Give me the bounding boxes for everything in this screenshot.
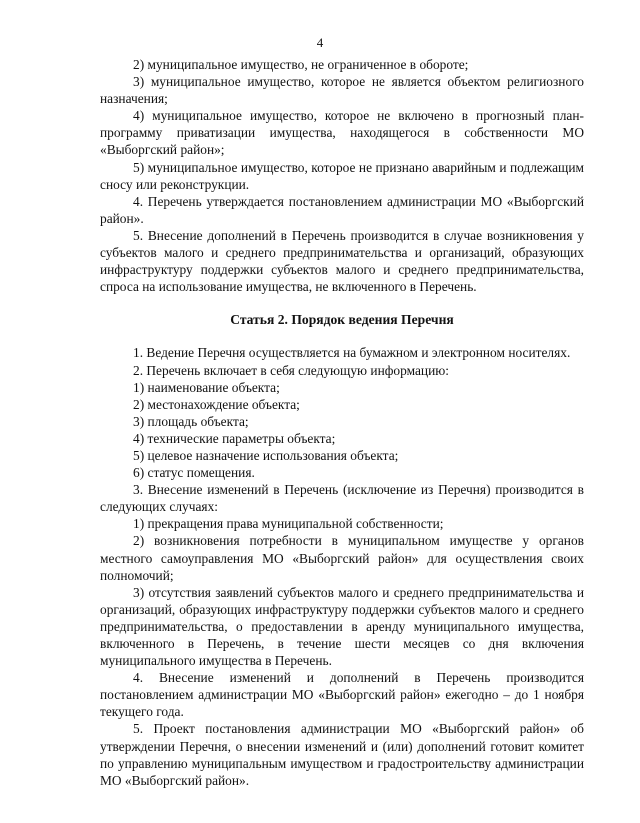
- paragraph: 3. Внесение изменений в Перечень (исключение из Перечня) производится в следующих случаях:: [100, 482, 584, 515]
- paragraph: 5. Внесение дополнений в Перечень производится в случае возникновения у субъектов малого и среднего предпринимательства и организаций, образующих инфраструктуру поддержки субъектов малого и среднего предпринимательства, спроса на использование имущества, не включенного в Перечень.: [100, 227, 584, 295]
- paragraph: 2) муниципальное имущество, не ограниченное в обороте;: [133, 57, 469, 72]
- paragraph: 2) возникновения потребности в муниципальном имуществе у органов местного самоуправления МО «Выборгский район» для осуществления своих полномочий;: [100, 533, 584, 583]
- list-item: 3) площадь объекта;: [133, 413, 249, 429]
- list-item: 5) целевое назначение использования объекта;: [133, 447, 399, 463]
- paragraph: 3) отсутствия заявлений субъектов малого и среднего предпринимательства и организаций, образующих инфраструктуру поддержки субъектов малого и среднего предпринимательства, о предоставлении в аренду муниципального имущества, включенного в Перечень, в течение шести месяцев со дня включения муниципального имущества в Перечень.: [100, 584, 584, 669]
- article-heading: Статья 2. Порядок ведения Перечня: [230, 312, 454, 328]
- list-item: 4) технические параметры объекта;: [133, 430, 336, 446]
- list-item: 1) наименование объекта;: [133, 379, 280, 395]
- paragraph: 5. Проект постановления администрации МО «Выборгский район» об утверждении Перечня, о внесении изменений и (или) дополнений готовит комитет по управлению муниципальным имуществом и градостроительству администрации МО «Выборгский район».: [100, 721, 584, 788]
- list-item: 6) статус помещения.: [133, 465, 255, 481]
- paragraph: 5) муниципальное имущество, которое не признано аварийным и подлежащим сносу или реконструкции.: [100, 159, 584, 192]
- paragraph: 4. Перечень утверждается постановлением администрации МО «Выборгский район».: [100, 193, 584, 226]
- paragraph: 4) муниципальное имущество, которое не включено в прогнозный план-программу приватизации имущества, находящегося в собственности МО «Выборгский район»;: [100, 108, 584, 158]
- page-number: 4: [316, 35, 324, 50]
- paragraph: 3) муниципальное имущество, которое не является объектом религиозного назначения;: [100, 74, 584, 107]
- paragraph: 1. Ведение Перечня осуществляется на бумажном и электронном носителях.: [133, 345, 571, 361]
- paragraph: 4. Внесение изменений и дополнений в Перечень производится постановлением администрации МО «Выборгский район» ежегодно – до 1 ноября текущего года.: [100, 670, 584, 720]
- document-body: [100, 56, 584, 789]
- list-item: 2) местонахождение объекта;: [133, 396, 300, 412]
- paragraph: 1) прекращения права муниципальной собственности;: [133, 516, 444, 532]
- paragraph: 2. Перечень включает в себя следующую информацию:: [133, 362, 449, 378]
